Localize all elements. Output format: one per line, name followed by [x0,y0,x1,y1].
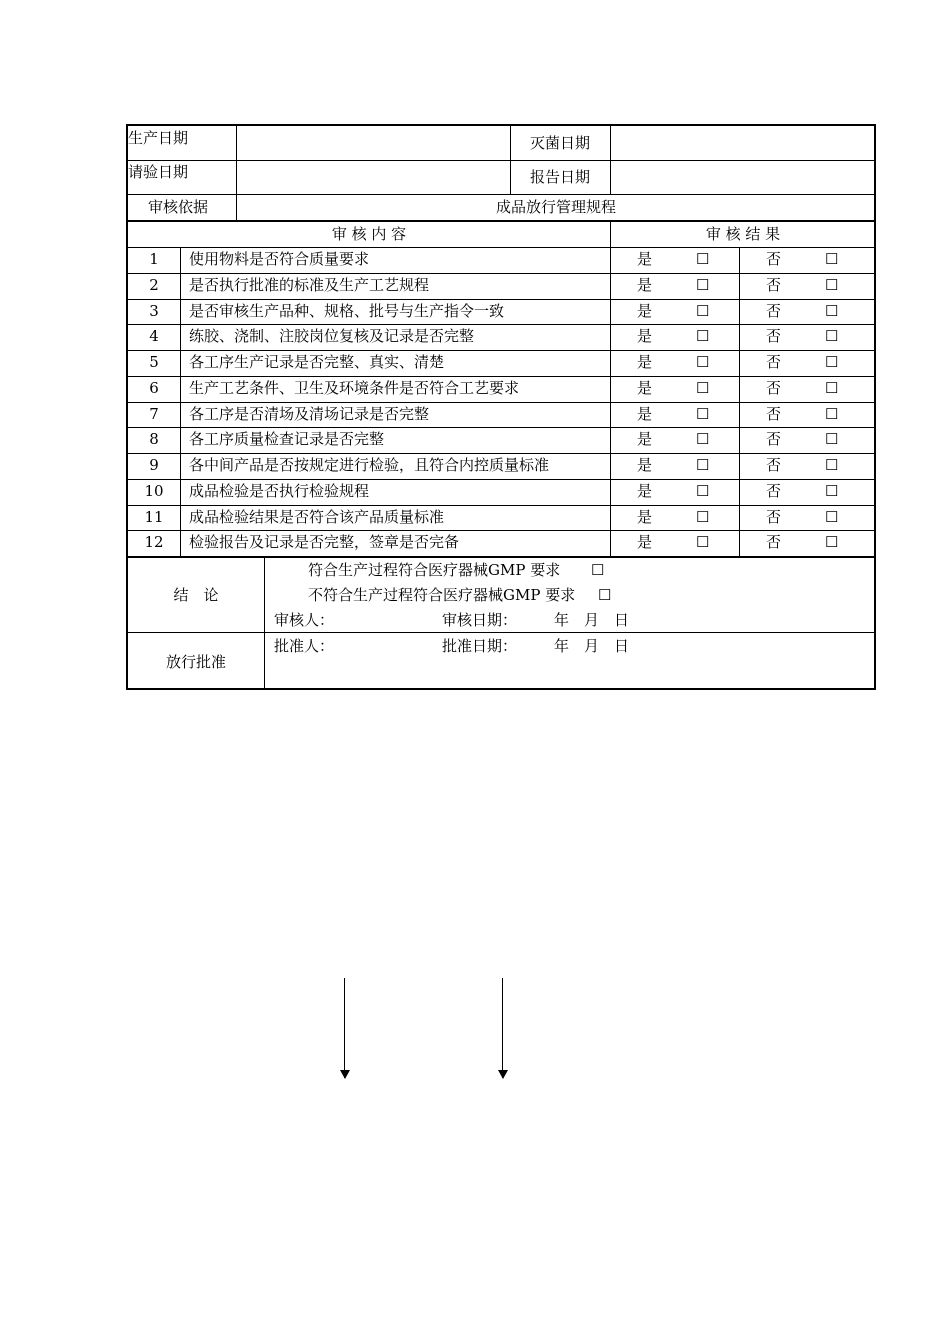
rule [128,556,876,558]
no-checkbox[interactable]: ☐ [825,301,839,320]
approval-date-label: 批准日期： [442,637,518,655]
no-label: 否 [766,353,782,371]
item-number: 11 [144,507,164,526]
item-text: 各工序质量检查记录是否完整 [189,430,385,449]
approver-label: 批准人： [274,637,335,655]
no-checkbox[interactable]: ☐ [825,533,839,552]
no-label: 否 [766,430,782,449]
yes-checkbox[interactable]: ☐ [696,481,710,500]
rule [128,427,876,428]
conclusion-fail-text: 不符合生产过程符合医疗器械GMP 要求 [308,586,576,604]
review-basis-label: 审核依据 [148,198,209,216]
no-label: 否 [766,301,782,320]
production-date-field[interactable] [236,126,510,160]
down-arrow-right [502,978,503,1078]
yes-checkbox[interactable]: ☐ [696,533,710,552]
item-number: 5 [149,353,159,371]
item-number: 1 [149,250,159,268]
yes-checkbox[interactable]: ☐ [696,353,710,371]
rule [128,299,876,300]
rule [610,126,611,194]
review-date-label: 审核日期： [442,611,518,629]
inspection-request-date-field[interactable] [236,160,510,194]
no-checkbox[interactable]: ☐ [825,507,839,526]
no-label: 否 [766,327,782,346]
item-text: 检验报告及记录是否完整，签章是否完备 [189,533,460,552]
rule [264,558,265,690]
rule [128,453,876,454]
conclusion-label: 结 论 [173,586,219,604]
rule [128,530,876,531]
yes-checkbox[interactable]: ☐ [696,378,710,397]
yes-label: 是 [637,301,653,320]
inspection-request-date-label: 请验日期 [128,163,189,181]
no-label: 否 [766,275,782,294]
review-content-header: 审 核 内 容 [331,225,407,243]
conclusion-pass-text: 符合生产过程符合医疗器械GMP 要求 [308,561,561,579]
yes-checkbox[interactable]: ☐ [696,430,710,449]
item-text: 是否审核生产品种、规格、批号与生产指令一致 [189,301,505,320]
no-label: 否 [766,456,782,474]
yes-checkbox[interactable]: ☐ [696,301,710,320]
no-checkbox[interactable]: ☐ [825,456,839,474]
no-checkbox[interactable]: ☐ [825,250,839,268]
item-text: 是否执行批准的标准及生产工艺规程 [189,275,430,294]
production-date-label: 生产日期 [128,129,189,147]
rule [128,324,876,325]
item-text: 练胶、浇制、注胶岗位复核及记录是否完整 [189,327,475,346]
yes-label: 是 [637,456,653,474]
conclusion-fail-checkbox[interactable]: ☐ [598,586,612,604]
no-label: 否 [766,404,782,423]
rule [128,160,876,161]
no-checkbox[interactable]: ☐ [825,327,839,346]
rule [128,273,876,274]
no-checkbox[interactable]: ☐ [825,430,839,449]
approval-date-format: 年 月 日 [554,637,630,655]
review-result-header: 审 核 结 果 [705,225,781,243]
review-basis-value: 成品放行管理规程 [495,198,616,216]
yes-label: 是 [637,275,653,294]
item-text: 生产工艺条件、卫生及环境条件是否符合工艺要求 [189,378,520,397]
rule [128,220,876,222]
yes-label: 是 [637,533,653,552]
no-checkbox[interactable]: ☐ [825,378,839,397]
rule [128,247,876,248]
rule [128,194,876,195]
item-number: 6 [149,378,159,397]
item-text: 成品检验是否执行检验规程 [189,481,370,500]
rule [128,376,876,377]
rule [128,479,876,480]
conclusion-option-fail [308,588,611,603]
rule [128,505,876,506]
yes-checkbox[interactable]: ☐ [696,507,710,526]
yes-label: 是 [637,404,653,423]
item-number: 7 [149,404,159,423]
report-date-field[interactable] [610,160,876,194]
item-text: 各工序是否清场及清场记录是否完整 [189,404,430,423]
yes-label: 是 [637,353,653,371]
yes-label: 是 [637,327,653,346]
item-number: 12 [144,533,164,552]
yes-label: 是 [637,250,653,268]
report-date-label: 报告日期 [529,168,590,186]
yes-checkbox[interactable]: ☐ [696,275,710,294]
item-text: 各工序生产记录是否完整、真实、清楚 [189,353,445,371]
reviewer-label: 审核人： [274,611,335,629]
yes-checkbox[interactable]: ☐ [696,250,710,268]
item-number: 10 [144,481,164,500]
item-text: 成品检验结果是否符合该产品质量标准 [189,507,445,526]
no-checkbox[interactable]: ☐ [825,404,839,423]
sterilization-date-field[interactable] [610,126,876,160]
rule [128,632,876,633]
conclusion-option-pass [308,563,604,578]
no-label: 否 [766,250,782,268]
yes-label: 是 [637,378,653,397]
rule [739,247,740,556]
down-arrow-left [344,978,345,1078]
rule [128,350,876,351]
rule [180,247,181,556]
item-number: 3 [149,301,159,320]
yes-label: 是 [637,481,653,500]
item-number: 2 [149,275,159,294]
yes-checkbox[interactable]: ☐ [696,327,710,346]
review-date-format: 年 月 日 [554,611,630,629]
item-number: 8 [149,430,159,449]
item-text: 各中间产品是否按规定进行检验，且符合内控质量标准 [189,456,550,474]
no-label: 否 [766,533,782,552]
conclusion-pass-checkbox[interactable]: ☐ [591,561,605,579]
no-checkbox[interactable]: ☐ [825,481,839,500]
rule [610,221,611,556]
no-label: 否 [766,378,782,397]
yes-checkbox[interactable]: ☐ [696,456,710,474]
rule [510,126,511,194]
rule [236,126,237,220]
release-approval-label: 放行批准 [165,653,226,671]
item-text: 使用物料是否符合质量要求 [189,250,370,268]
yes-checkbox[interactable]: ☐ [696,404,710,423]
item-number: 4 [149,327,159,346]
no-label: 否 [766,481,782,500]
sterilization-date-label: 灭菌日期 [529,134,590,152]
no-checkbox[interactable]: ☐ [825,353,839,371]
rule [128,402,876,403]
yes-label: 是 [637,507,653,526]
yes-label: 是 [637,430,653,449]
item-number: 9 [149,456,159,474]
release-review-form [126,124,876,690]
no-label: 否 [766,507,782,526]
no-checkbox[interactable]: ☐ [825,275,839,294]
